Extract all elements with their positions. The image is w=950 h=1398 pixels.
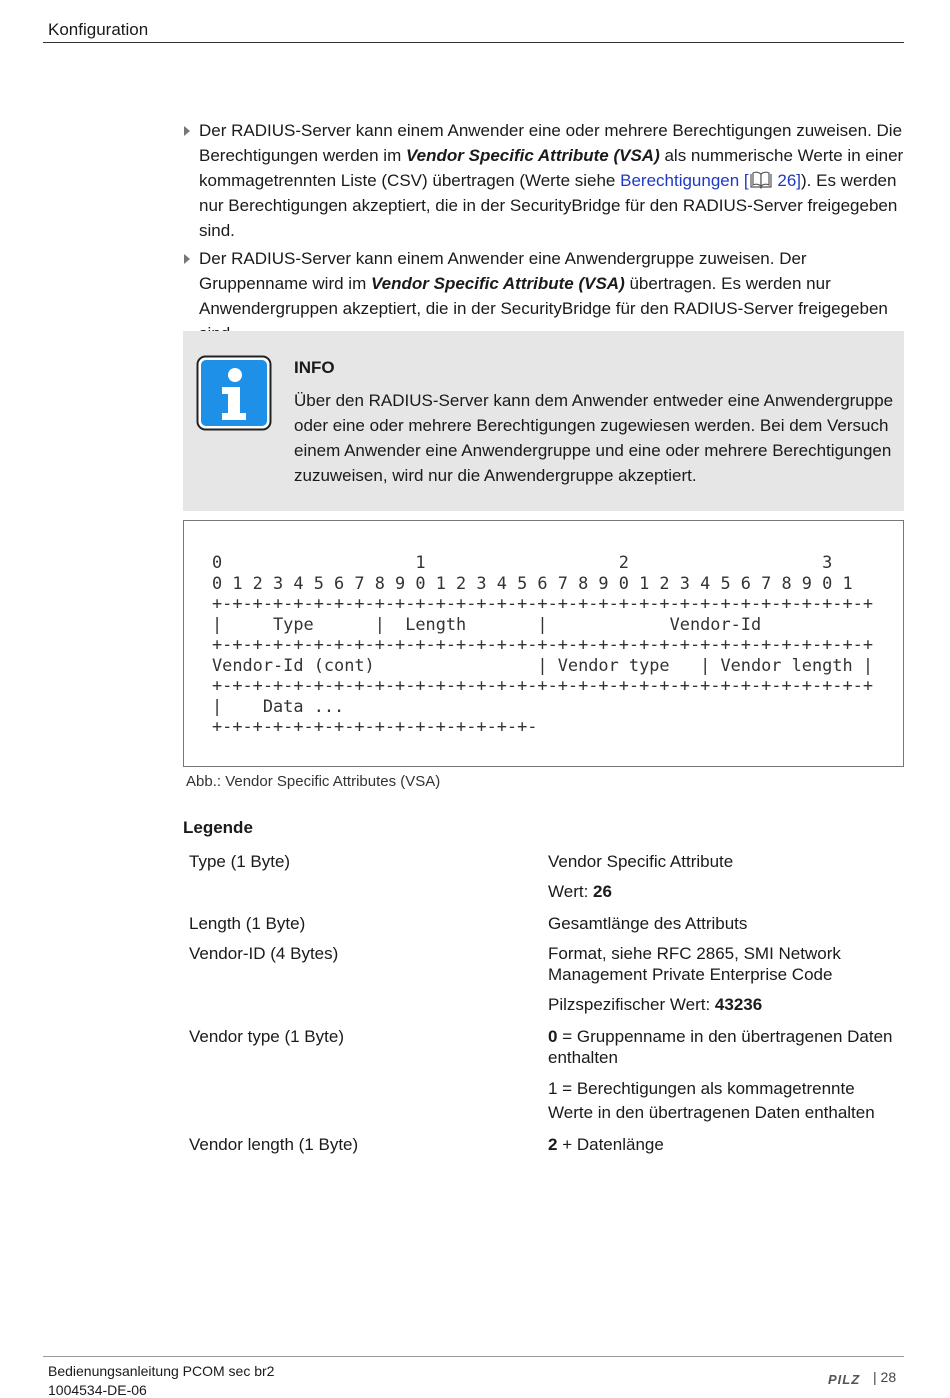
legend-value: Pilzspezifischer Wert: 43236 (548, 995, 763, 1014)
header-divider (43, 42, 904, 43)
page-number: | 28 (873, 1369, 897, 1385)
pilz-logo: PILZ (828, 1372, 861, 1387)
vsa-term: Vendor Specific Attribute (VSA) (370, 274, 625, 293)
bullet-arrow-icon (184, 254, 190, 264)
bullet-arrow-icon (184, 126, 190, 136)
info-text: Über den RADIUS-Server kann dem Anwender entweder eine Anwendergruppe oder eine oder mehrere Berechtigungen zugewiesen werden. Bei dem Versuch einem Anwender eine Anwendergruppe und eine oder mehrere Berechtigungen zuzuweisen, wird nur die Anwendergruppe akzeptiert. (294, 391, 894, 485)
legend-desc-extra: 1 = Berechtigungen als kommagetrennte Werte in den übertragenen Daten enthalten (548, 1079, 875, 1122)
page-header-title: Konfiguration (48, 20, 149, 39)
info-title: INFO (294, 358, 335, 377)
vsa-diagram (183, 520, 904, 767)
legend-desc: Vendor Specific Attribute (548, 852, 734, 871)
vsa-term: Vendor Specific Attribute (VSA) (405, 146, 660, 165)
footer-divider (43, 1356, 904, 1357)
permissions-link[interactable]: Berechtigungen [ 26] (620, 171, 802, 190)
legend-desc: Format, siehe RFC 2865, SMI Network Management Private Enterprise Code (548, 944, 841, 984)
legend-title: Legende (183, 818, 253, 837)
figure-caption: Abb.: Vendor Specific Attributes (VSA) (186, 773, 441, 790)
info-box (183, 331, 904, 511)
legend-term: Type (1 Byte) (189, 852, 291, 871)
info-icon (196, 355, 272, 431)
bullet-text: Der RADIUS-Server kann einem Anwender eine Anwendergruppe zuweisen. Der Gruppenname wird im Vendor Specific Attribute (VSA) übertragen. Es werden nur Anwendergruppen akzeptiert, die in der SecurityBridge für den RADIUS-Server freigegeben (199, 249, 888, 318)
footer-doc-title: Bedienungsanleitung PCOM sec br2 (48, 1363, 275, 1379)
legend-desc: 0 = Gruppenname in den übertragenen Daten enthalten (548, 1027, 893, 1067)
legend-value: Wert: 26 (548, 882, 612, 901)
vsa-diagram-text: 0 1 2 3 0 1 2 3 4 5 6 7 8 9 0 1 2 3 4 5 6 7 8 9 0 1 2 3 4 5 6 7 8 9 0 1 +-+-+-+-+-+-+-+-+-+-+-+-+-+-+-+-+-+-+-+-+-+-+-+-+-+-+-+-+-+-+-+-+ | Type | Length | Vendor-Id +-+-+-+-+-+-+-+-+-+-+-+-+-+-+-+-+-+-+-+-+-+-+-+-+-+-+-+-+-+-+-+-+ Vendor-Id (cont) | Vendor type | Vendor length | +-+-+-+-+-+-+-+-+-+-+-+-+-+-+-+-+-+-+-+-+-+-+-+-+-+-+-+-+-+-+-+-+ | Data ... +-+-+-+-+-+-+-+-+-+-+-+-+-+-+-+- (212, 552, 873, 736)
bullet-item-permissions (184, 118, 904, 243)
legend-desc: 2 + Datenlänge (548, 1135, 664, 1154)
legend-term: Vendor length (1 Byte) (189, 1135, 359, 1154)
bullet-text: Der RADIUS-Server kann einem Anwender eine oder mehrere Berechtigungen zuweisen. Die Berechtigungen werden im Vendor Specific Attribute (VSA) als nummerische Werte in einer kommagetrennten Liste (CSV) übertragen (Werte siehe Berechtigungen [ 26]). Es werden nur Berechtigungen akzeptiert, die in der SecurityBridge für den RADIUS-Server freigegeben sind. (199, 121, 904, 240)
legend-term: Length (1 Byte) (189, 914, 306, 933)
legend-desc: Gesamtlänge des Attributs (548, 914, 748, 933)
book-icon (750, 171, 772, 189)
footer-doc-number: 1004534-DE-06 (48, 1382, 147, 1398)
legend-term: Vendor type (1 Byte) (189, 1027, 344, 1046)
legend-term: Vendor-ID (4 Bytes) (189, 944, 339, 963)
